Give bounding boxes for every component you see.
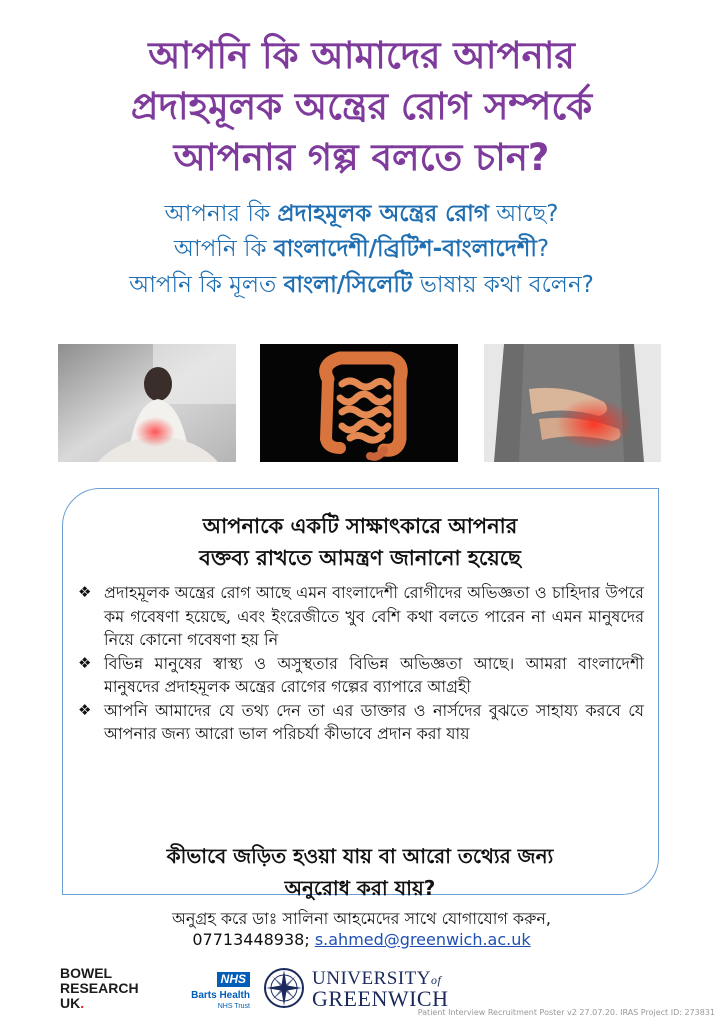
question-ibd-bold: প্রদাহমূলক অন্ত্রের রোগ [277, 201, 489, 227]
diamond-bullet-icon: ❖ [78, 583, 92, 601]
question-bangladeshi-bold: বাংলাদেশী/ব্রিটিশ-বাংলাদেশী [273, 236, 537, 262]
question-language-bold: বাংলা/সিলেটি [283, 272, 413, 298]
title-line-3: আপনার গল্প বলতে চান? [173, 136, 550, 179]
invitation-heading: আপনাকে একটি সাক্ষাৎকারে আপনার বক্তব্য রাখতে আমন্ত্রণ জানানো হয়েছে [199, 514, 521, 570]
question-language: আপনি কি মূলত বাংলা/সিলেটি ভাষায় কথা বলেন? [129, 272, 594, 298]
contact-line: অনুগ্রহ করে ডাঃ সালিনা আহমেদের সাথে যোগাযোগ করুন, [171, 909, 552, 928]
bowel-research-uk-logo: BOWEL RESEARCH UK. [60, 965, 139, 1011]
how-to-get-involved-heading: কীভাবে জড়িত হওয়া যায় বা আরো তথ্যের জন্য অনুরোধ করা যায়? [166, 844, 554, 900]
title-line-2: প্রদাহমূলক অন্ত্রের রোগ সম্পর্কে [130, 85, 593, 128]
phone-number: 07713448938; [192, 930, 310, 949]
photo-intestines [260, 344, 458, 462]
footer-note: Patient Interview Recruitment Poster v2 27.07.20. IRAS Project ID: 273831 [417, 1008, 715, 1017]
compass-rose-icon [262, 966, 306, 1010]
invitation-bullets [78, 581, 644, 746]
nhs-badge: NHS [217, 972, 250, 987]
question-ibd: আপনার কি প্রদাহমূলক অন্ত্রের রোগ আছে? [164, 201, 559, 227]
contact-details [60, 930, 663, 949]
diamond-bullet-icon: ❖ [78, 653, 92, 672]
barts-health-logo: NHS Barts Health NHS Trust [191, 972, 250, 1010]
photo-woman-abdominal-pain [58, 344, 236, 462]
title-line-1: আপনি কি আমাদের আপনার [148, 34, 575, 77]
list-item: ❖ প্রদাহমূলক অন্ত্রের রোগ আছে এমন বাংলাদেশী রোগীদের অভিজ্ঞতা ও চাহিদার উপরে কম গবেষণা হয়েছে, এবং ইংরেজীতে খুব বেশি কথা বলতে পারেন না এমন মানুষদের নিয়ে কোনো গবেষণা হয় নি [78, 583, 644, 649]
list-item: ❖ আপনি আমাদের যে তথ্য দেন তা এর ডাক্তার ও নার্সদের বুঝতে সাহায্য করবে যে আপনার জন্য আরো ভাল পরিচর্যা কীভাবে প্রদান করা যায় [78, 700, 644, 743]
question-bangladeshi: আপনি কি বাংলাদেশী/ব্রিটিশ-বাংলাদেশী? [173, 236, 550, 262]
list-item: ❖ বিভিন্ন মানুষের স্বাস্থ্য ও অসুস্থতার বিভিন্ন অভিজ্ঞতা আছে। আমরা বাংলাদেশী মানুষদের প্রদাহমূলক অন্ত্রের রোগের গল্পের ব্যাপারে আগ্রহী [78, 653, 644, 696]
poster-title [20, 30, 703, 183]
photo-man-stomach-pain [484, 344, 661, 462]
diamond-bullet-icon: ❖ [78, 700, 92, 719]
email-link[interactable]: s.ahmed@greenwich.ac.uk [314, 930, 531, 949]
